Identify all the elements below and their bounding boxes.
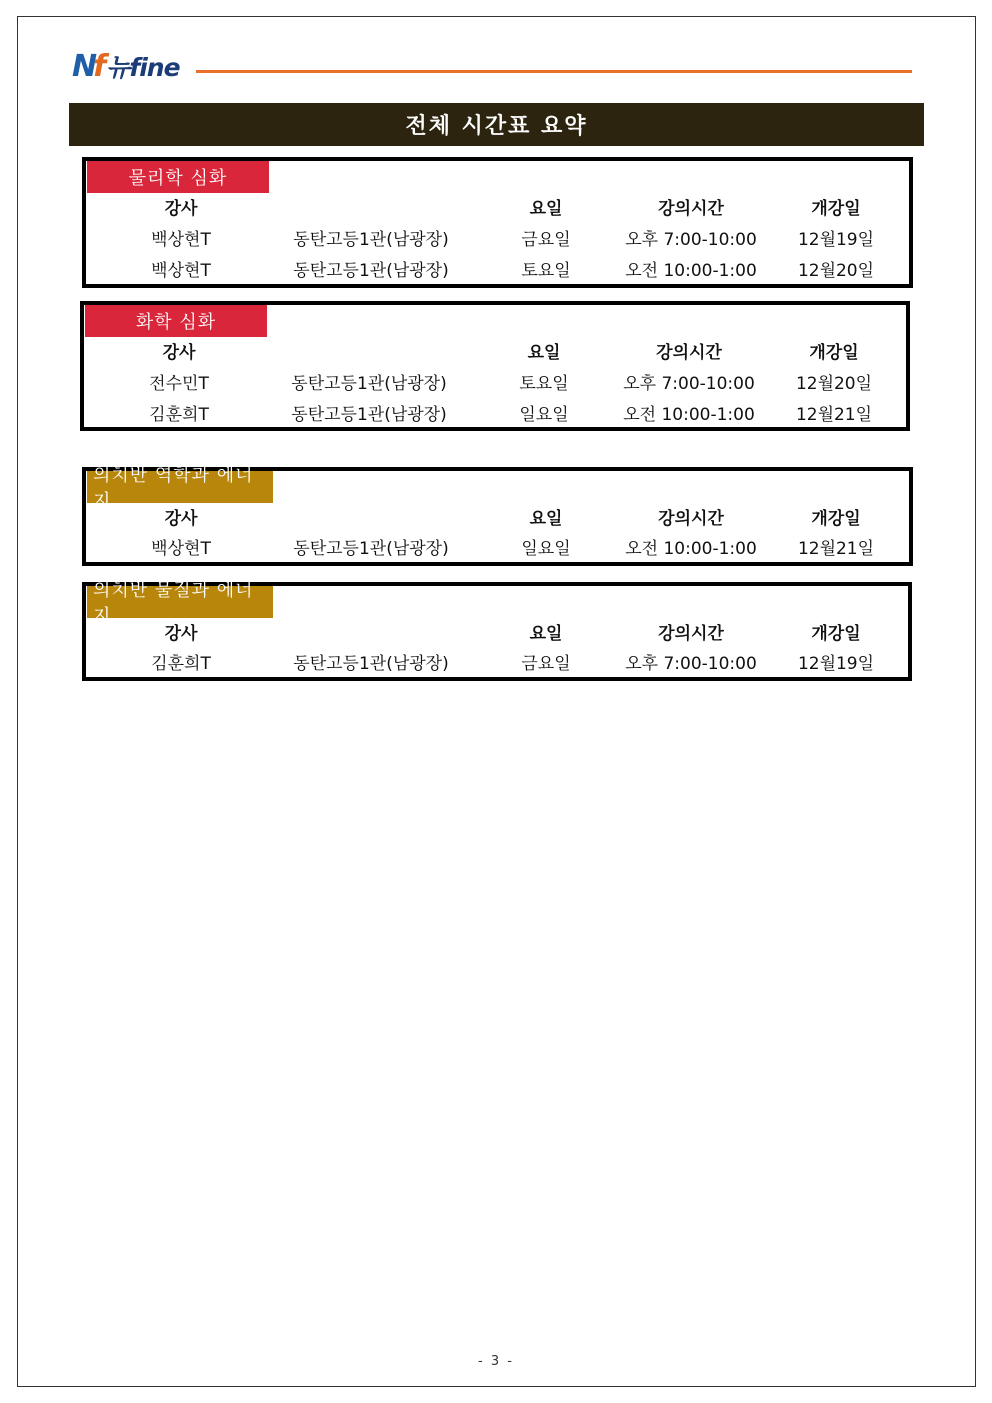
table-row xyxy=(84,369,906,399)
header-time: 강의시간 xyxy=(658,624,724,644)
time-cell: 오전 10:00-1:00 xyxy=(625,539,757,559)
start-cell: 12월20일 xyxy=(797,261,875,281)
day-cell: 금요일 xyxy=(521,654,571,674)
table-row xyxy=(84,400,906,430)
section-tag: 의치반 역학과 에너지 xyxy=(87,471,273,503)
place-cell: 동탄고등1관(남광장) xyxy=(293,230,449,250)
teacher-cell: 백상현T xyxy=(151,261,211,281)
time-cell: 오후 7:00-10:00 xyxy=(623,374,755,394)
header-start: 개강일 xyxy=(809,343,859,363)
header-row xyxy=(86,504,909,534)
start-cell: 12월21일 xyxy=(797,539,875,559)
time-cell: 오전 10:00-1:00 xyxy=(623,405,755,425)
table-row xyxy=(86,256,909,286)
header-teacher: 강사 xyxy=(164,199,198,219)
teacher-cell: 김훈희T xyxy=(151,654,211,674)
day-cell: 일요일 xyxy=(519,405,569,425)
header-rule xyxy=(196,70,912,73)
place-cell: 동탄고등1관(남광장) xyxy=(293,539,449,559)
logo-mark-icon: Nf xyxy=(72,48,103,84)
header-row xyxy=(86,194,909,224)
header-start: 개강일 xyxy=(811,624,861,644)
header-teacher: 강사 xyxy=(164,509,198,529)
schedule-section-physics xyxy=(82,157,913,288)
section-tag: 물리학 심화 xyxy=(87,161,269,193)
time-cell: 오후 7:00-10:00 xyxy=(625,654,757,674)
section-tag: 의치반 물질과 에너지 xyxy=(87,586,273,618)
table-row xyxy=(86,534,909,564)
day-cell: 토요일 xyxy=(521,261,571,281)
teacher-cell: 김훈희T xyxy=(149,405,209,425)
start-cell: 12월21일 xyxy=(795,405,873,425)
day-cell: 토요일 xyxy=(519,374,569,394)
header-day: 요일 xyxy=(529,624,563,644)
header-teacher: 강사 xyxy=(164,624,198,644)
header-time: 강의시간 xyxy=(656,343,722,363)
logo xyxy=(72,46,180,86)
table-row xyxy=(86,649,908,679)
schedule-section-matter xyxy=(82,582,912,681)
section-tag: 화학 심화 xyxy=(85,305,267,337)
header-day: 요일 xyxy=(527,343,561,363)
time-cell: 오전 10:00-1:00 xyxy=(625,261,757,281)
page-title: 전체 시간표 요약 xyxy=(69,103,924,146)
header-start: 개강일 xyxy=(811,509,861,529)
header-row xyxy=(86,619,908,649)
header-teacher: 강사 xyxy=(162,343,196,363)
header-day: 요일 xyxy=(529,199,563,219)
start-cell: 12월19일 xyxy=(797,230,875,250)
schedule-section-chemistry xyxy=(80,301,910,431)
teacher-cell: 백상현T xyxy=(151,230,211,250)
header-row xyxy=(84,338,906,368)
schedule-section-mechanics xyxy=(82,467,913,566)
table-row xyxy=(86,225,909,255)
place-cell: 동탄고등1관(남광장) xyxy=(291,374,447,394)
header-time: 강의시간 xyxy=(658,199,724,219)
header-start: 개강일 xyxy=(811,199,861,219)
day-cell: 금요일 xyxy=(521,230,571,250)
header-day: 요일 xyxy=(529,509,563,529)
header-time: 강의시간 xyxy=(658,509,724,529)
teacher-cell: 전수민T xyxy=(149,374,209,394)
start-cell: 12월20일 xyxy=(795,374,873,394)
place-cell: 동탄고등1관(남광장) xyxy=(291,405,447,425)
place-cell: 동탄고등1관(남광장) xyxy=(293,654,449,674)
page-number: - 3 - xyxy=(478,1354,514,1369)
time-cell: 오후 7:00-10:00 xyxy=(625,230,757,250)
day-cell: 일요일 xyxy=(521,539,571,559)
start-cell: 12월19일 xyxy=(797,654,875,674)
place-cell: 동탄고등1관(남광장) xyxy=(293,261,449,281)
logo-text: 뉴fine xyxy=(106,53,180,82)
teacher-cell: 백상현T xyxy=(151,539,211,559)
